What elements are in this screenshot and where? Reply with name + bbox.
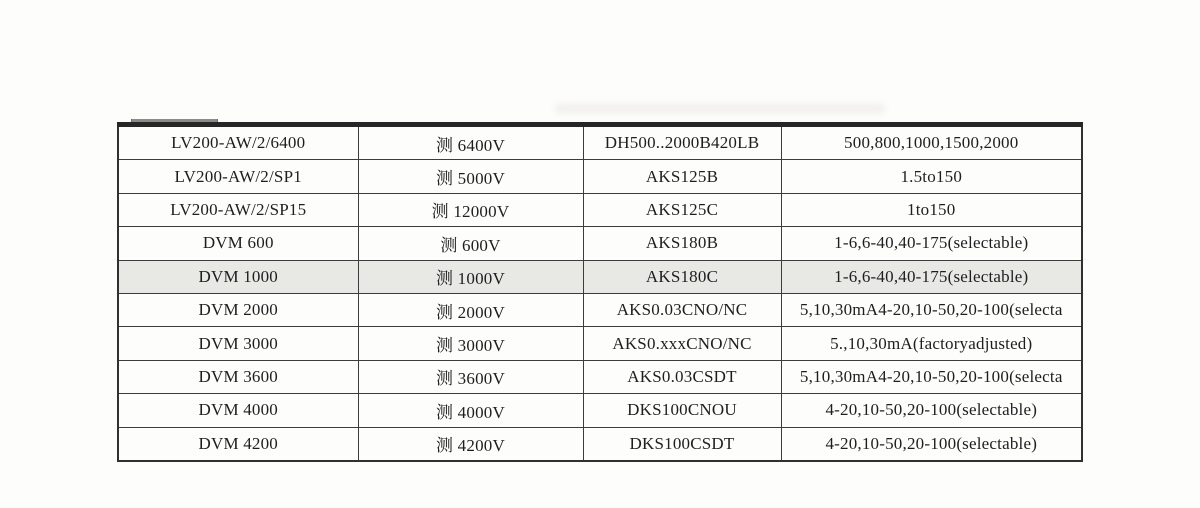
table-row [118,293,1082,326]
cell-matching-model: AKS0.03CSDT [583,360,781,393]
cell-model: LV200-AW/2/SP1 [118,160,358,193]
table-row [118,360,1082,393]
cell-matching-model: AKS125B [583,160,781,193]
cell-matching-model: AKS0.xxxCNO/NC [583,327,781,360]
cell-output-range: 1.5to150 [781,160,1082,193]
cell-measure-voltage: 测 5000V [358,160,583,193]
cell-model: DVM 3000 [118,327,358,360]
cell-model: DVM 3600 [118,360,358,393]
cell-measure-voltage: 测 6400V [358,125,583,160]
cell-measure-voltage: 测 600V [358,227,583,260]
cell-matching-model: DKS100CNOU [583,394,781,427]
cell-measure-voltage: 测 2000V [358,293,583,326]
cell-model: DVM 1000 [118,260,358,293]
cell-measure-voltage: 测 3600V [358,360,583,393]
cell-measure-voltage: 测 12000V [358,193,583,226]
table-row [118,327,1082,360]
spec-table [117,122,1081,462]
cell-model: DVM 2000 [118,293,358,326]
table-row [118,427,1082,461]
table-row [118,227,1082,260]
cell-measure-voltage: 测 4200V [358,427,583,461]
cell-output-range: 1-6,6-40,40-175(selectable) [781,227,1082,260]
cell-matching-model: AKS180B [583,227,781,260]
table-body [118,125,1082,461]
cell-model: DVM 4200 [118,427,358,461]
cell-matching-model: DKS100CSDT [583,427,781,461]
cell-model: DVM 600 [118,227,358,260]
table-row [118,125,1082,160]
cell-model: LV200-AW/2/6400 [118,125,358,160]
cell-output-range: 500,800,1000,1500,2000 [781,125,1082,160]
cell-matching-model: DH500..2000B420LB [583,125,781,160]
cell-output-range: 1-6,6-40,40-175(selectable) [781,260,1082,293]
table-row [118,160,1082,193]
cell-matching-model: AKS0.03CNO/NC [583,293,781,326]
cell-measure-voltage: 测 4000V [358,394,583,427]
cell-measure-voltage: 测 3000V [358,327,583,360]
cell-output-range: 5.,10,30mA(factoryadjusted) [781,327,1082,360]
cell-output-range: 4-20,10-50,20-100(selectable) [781,427,1082,461]
cell-measure-voltage: 测 1000V [358,260,583,293]
cell-output-range: 5,10,30mA4-20,10-50,20-100(selecta [781,293,1082,326]
cell-output-range: 1to150 [781,193,1082,226]
faint-smudge-artifact [555,103,885,114]
table-row [118,193,1082,226]
cell-output-range: 4-20,10-50,20-100(selectable) [781,394,1082,427]
product-spec-table [117,122,1083,462]
table-row [118,394,1082,427]
cell-output-range: 5,10,30mA4-20,10-50,20-100(selecta [781,360,1082,393]
cell-model: DVM 4000 [118,394,358,427]
table-row [118,260,1082,293]
cell-model: LV200-AW/2/SP15 [118,193,358,226]
cell-matching-model: AKS180C [583,260,781,293]
cell-matching-model: AKS125C [583,193,781,226]
